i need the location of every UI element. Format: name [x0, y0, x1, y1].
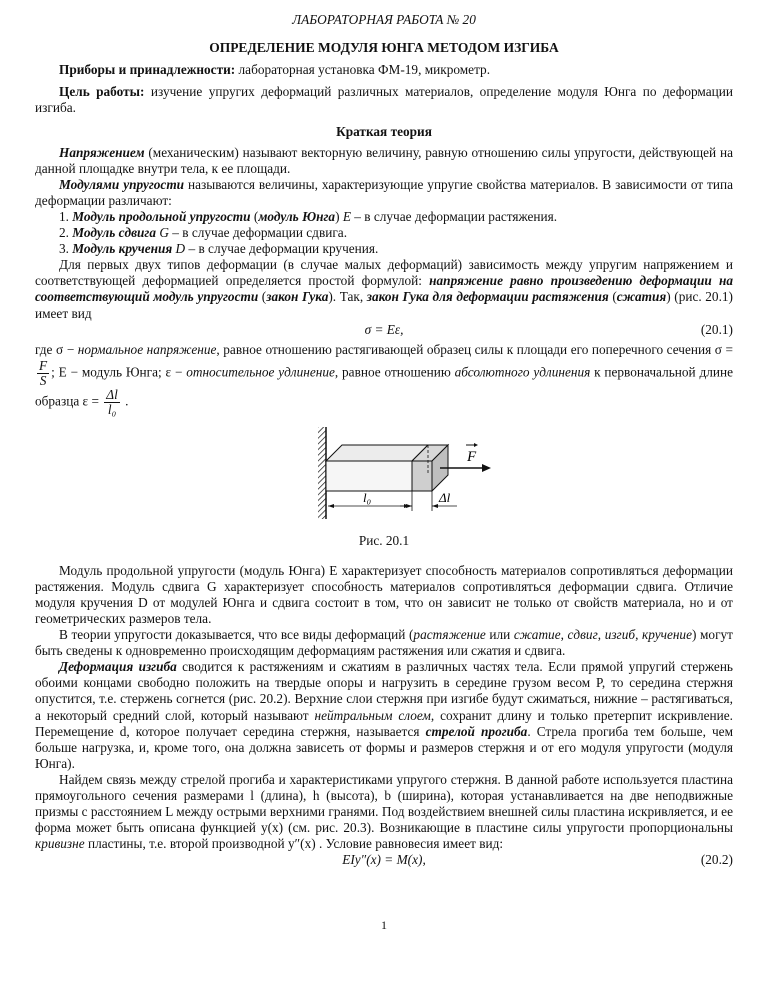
emphasis: нейтральным слоем [314, 707, 431, 723]
list-number: 1. [59, 208, 73, 224]
list-term: Модуль сдвига [72, 225, 156, 241]
paragraph-hooke [35, 257, 733, 321]
fraction-numerator: F [39, 357, 48, 373]
text: Для первых двух типов деформации (в случае малых деформаций) зависимость между упругим напряжением и соответствующей деформацией определяется простой формулой: [35, 257, 733, 289]
paragraph-definitions [35, 340, 733, 417]
equation-number: (20.1) [700, 321, 733, 337]
emphasis: растяжение [413, 627, 486, 643]
emphasis: сдвиг [567, 627, 598, 643]
list-item [35, 241, 733, 257]
emphasis: относительное удлинение [186, 364, 335, 380]
emphasis: сжатия [616, 289, 667, 305]
text: ) (рис. 20.1) имеет вид [35, 289, 733, 321]
emphasis: абсолютного удлинения [454, 364, 591, 380]
figure-caption: Рис. 20.1 [358, 532, 410, 548]
goal-text: изучение упругих деформаций различных материалов, определение модуля Юнга по деформации изгиба. [35, 84, 733, 116]
equation-body: EIy″(x) = M(x), [342, 852, 426, 868]
page-number: 1 [381, 918, 387, 932]
force-arrow-head [482, 464, 491, 472]
text: или [485, 627, 514, 643]
equation-body: σ = Eε, [364, 321, 404, 337]
equation-20-2 [35, 852, 733, 870]
list-item: 1. Модуль продольной упругости (модуль Юнга) E – в случае деформации растяжения. [59, 208, 558, 224]
force-label: F [467, 448, 477, 465]
fraction-denominator: S [39, 372, 47, 388]
term-stress: Напряжением [59, 144, 145, 160]
paragraph-moduli-meaning: Модуль продольной упругости (модуль Юнга) E характеризует способность материалов сопротивляться деформации растяжения. Модуль сдвига G характеризует способность материалов сопротивляться деформации сдвига. Отличие модуля кручения D от модулей Юнга и сдвига состоит в том, что он зависит не только от свойств материала, но и от геометрических размеров тела. [35, 562, 733, 626]
text: . [121, 393, 129, 409]
equation-20-1 [35, 322, 733, 340]
equipment-label: Приборы и принадлежности: [59, 62, 236, 78]
bar-top-face [326, 445, 428, 461]
paragraph-bending [35, 659, 733, 772]
text: сводится к растяжениям и сжатиям в различных частях тела. Если прямой упругий стержень обоими концами свободно положить на твердые опоры и нагрузить в середине грузом весом P, то середина стержня опустится, т.е. стержень согнется (рис. 20.2). Верхние слои стержня при изгибе будут сжиматься, нижние – растягиваться, а некоторый средний слой, который называют [35, 659, 733, 723]
list-term: Модуль кручения [72, 241, 173, 257]
list-symbol: D [175, 241, 186, 257]
text: , [560, 627, 568, 643]
text: пластины, т.е. второй производной y″(x) . Условие равновесия имеет вид: [84, 836, 504, 852]
paragraph-plate [35, 772, 733, 852]
equipment-text: лабораторная установка ФМ-19, микрометр. [235, 62, 491, 78]
equipment-paragraph [35, 62, 733, 78]
section-title: Краткая теория [336, 124, 432, 140]
paragraph-deformation-types [35, 627, 733, 659]
list-text: – в случае деформации сдвига. [168, 225, 348, 241]
text: ; E − модуль Юнга; ε − [51, 364, 187, 380]
text: . Стрела прогиба тем больше, чем больше нагрузка, и, кроме того, она должна зависеть от формы и размеров стержня и от его модуля упругости (модуля Юнга). [35, 723, 733, 771]
emphasis: нормальное напряжение [77, 341, 217, 357]
extension-front-face [412, 461, 432, 491]
tension-diagram [35, 421, 733, 531]
equation-number: (20.2) [700, 852, 733, 868]
fraction-strain [104, 388, 120, 417]
length-label: l₀ [363, 489, 372, 505]
running-header: ЛАБОРАТОРНАЯ РАБОТА № 20 [292, 12, 476, 27]
emphasis: сжатие [513, 627, 561, 643]
list-number: 2. [59, 225, 73, 241]
list-text: – в случае деформации растяжения. [350, 208, 558, 224]
text: ) могут быть сведены к одновременно происходящим деформациям растяжения или сжатия и сдвига. [35, 627, 733, 659]
dimension-arrow [406, 504, 412, 508]
list-number: 3. [59, 241, 73, 257]
text: ( [608, 289, 617, 305]
text: , сохранит длину и только претерпит искривление. Перемещение d, которое получает середина стержня, называется [35, 707, 734, 739]
paragraph-text: называются величины, характеризующие упругие свойства материалов. В зависимости от типа деформации различают: [35, 176, 733, 208]
list-item [35, 225, 733, 241]
paragraph-moduli [35, 177, 733, 209]
text: В теории упругости доказывается, что все виды деформаций ( [59, 627, 414, 643]
wall-hatch [318, 427, 326, 519]
force-vector-bar-head [474, 443, 478, 447]
list-symbol: G [159, 225, 169, 241]
paragraph-text: (механическим) называют векторную величину, равную отношению силы упругости, действующей на данной площадке внутри тела, к ее площади. [35, 144, 733, 176]
text: где σ − [35, 341, 78, 357]
fraction-numerator: Δl [106, 386, 118, 402]
text: , [597, 627, 605, 643]
emphasis: изгиб [604, 627, 636, 643]
emphasis: кривизне [35, 836, 85, 852]
page [35, 12, 733, 870]
text: ( [258, 289, 267, 305]
list-term: Модуль продольной упругости [72, 208, 251, 224]
emphasis: стрелой прогиба [425, 723, 528, 739]
fraction-force-area [37, 359, 49, 388]
emphasis: закон Гука для деформации растяжения [366, 289, 609, 305]
emphasis: Деформация изгиба [59, 659, 177, 675]
dimension-arrow [432, 504, 438, 508]
extension-label: Δl [439, 489, 451, 505]
text: , равное отношению [334, 364, 455, 380]
bar-front-face [326, 461, 412, 491]
list-symbol: E [342, 208, 351, 224]
text: , [635, 627, 642, 643]
dimension-arrow [328, 504, 334, 508]
figure-20-1 [35, 421, 733, 531]
paragraph-stress [35, 145, 733, 177]
text: к первоначальной длине образца ε = [35, 364, 733, 409]
text: , равное отношению растягивающей образец силы к площади его поперечного сечения σ = [216, 341, 733, 357]
list-text: – в случае деформации кручения. [185, 241, 379, 257]
term-moduli: Модулями упругости [59, 176, 185, 192]
list-paren-term: модуль Юнга [258, 208, 336, 224]
emphasis: кручение [642, 627, 692, 643]
goal-label: Цель работы: [59, 84, 145, 100]
emphasis: закон Гука [266, 289, 329, 305]
text: ). Так, [328, 289, 367, 305]
fraction-denominator: l₀ [107, 401, 117, 417]
text: Найдем связь между стрелой прогиба и характеристиками упругого стержня. В данной работе используется пластина прямоугольного сечения размерами l (длина), h (высота), b (ширина), которая устанавливается на две неподвижные призмы с расстоянием L между острыми верхними гранями. Под воздействием внешней силы пластина искривляется, и ее форма может быть описана функцией y(x) (см. рис. 20.3). Возникающие в пластине силы упругости пропорциональны [35, 771, 733, 836]
goal-paragraph [35, 84, 733, 116]
emphasis: напряжение равно произведению деформации на соответствующий модуль упругости [35, 273, 733, 305]
page-title: ОПРЕДЕЛЕНИЕ МОДУЛЯ ЮНГА МЕТОДОМ ИЗГИБА [209, 40, 559, 56]
